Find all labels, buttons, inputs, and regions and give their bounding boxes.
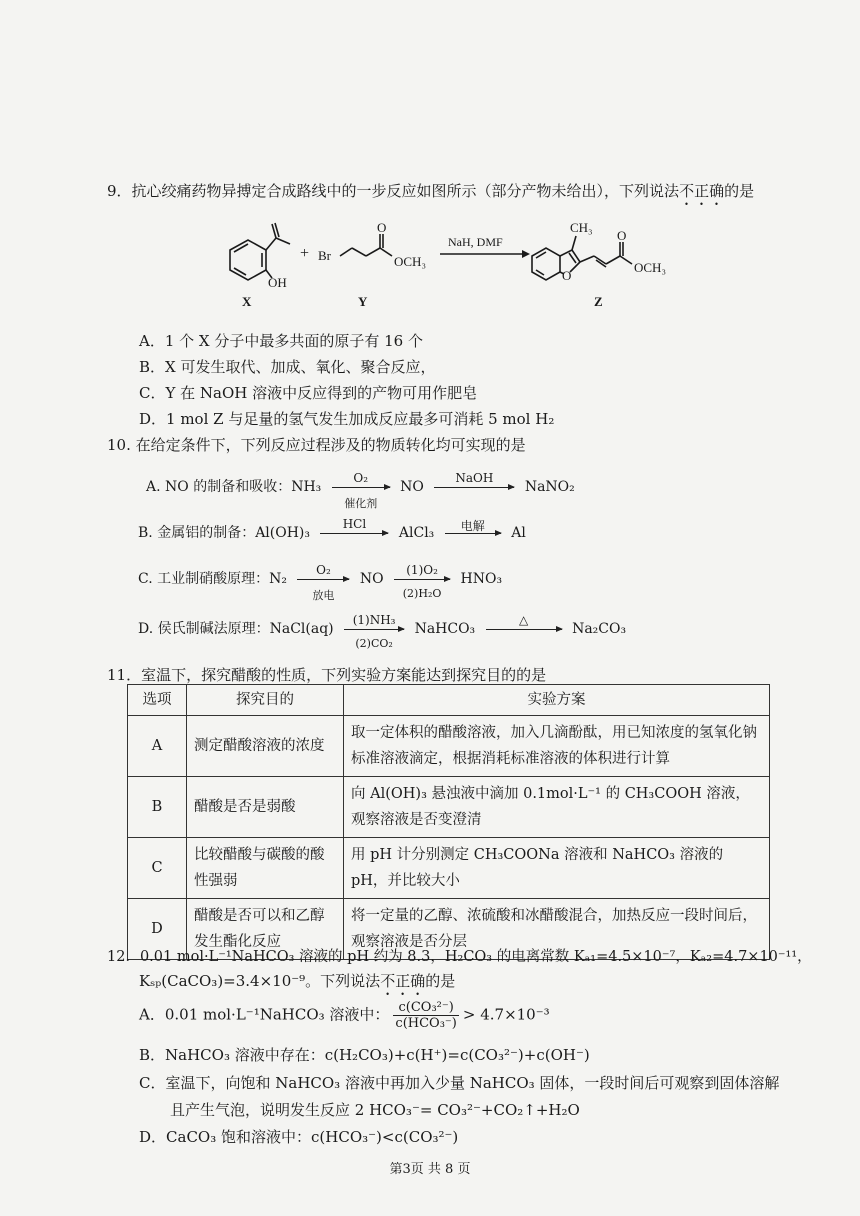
q10-option-d <box>138 612 627 650</box>
q10a-arrow-2-above: NaOH <box>455 470 494 485</box>
row-purpose: 比较醋酸与碳酸的酸性强弱 <box>187 838 344 899</box>
table-row <box>128 777 770 838</box>
header-plan: 实验方案 <box>344 685 770 716</box>
table-row <box>128 716 770 777</box>
page-footer: 第3页 共 8 页 <box>389 1162 471 1177</box>
q12-line-1: 12．0.01 mol·L⁻¹NaHCO₃ 溶液的 pH 约为 8.3，H₂CO₃ 的电离常数 Kₐ₁=4.5×10⁻⁷，Kₐ₂=4.7×10⁻¹¹， <box>107 949 812 965</box>
q12-option-b: B．NaHCO₃ 溶液中存在：c(H₂CO₃)+c(H⁺)=c(CO₃²⁻)+c(OH⁻) <box>139 1046 590 1064</box>
label-x: X <box>242 294 252 309</box>
x-oh-label: OH <box>268 275 287 290</box>
q12-option-d: D．CaCO₃ 饱和溶液中：c(HCO₃⁻)<c(CO₃²⁻) <box>139 1128 459 1146</box>
y-br-label: Br <box>318 248 331 263</box>
q10c-arrow-2 <box>394 562 450 600</box>
q10d-end: Na₂CO₃ <box>572 621 627 637</box>
q10-option-c <box>138 562 503 602</box>
header-purpose: 探究目的 <box>187 685 344 716</box>
q10c-arrow-1-below: 放电 <box>312 588 335 602</box>
q10b-arrow-1 <box>320 516 388 534</box>
q10c-mid: NO <box>359 571 384 587</box>
q9-stem-end: 的是 <box>724 182 755 200</box>
q10a-arrow-1-above: O₂ <box>353 470 369 485</box>
q9-stem <box>107 180 754 209</box>
row-plan: 取一定体积的醋酸溶液，加入几滴酚酞，用已知浓度的氢氧化钠标准溶液滴定，根据消耗标准溶液的体积进行计算 <box>344 716 770 777</box>
q10c-arrow-1-above: O₂ <box>316 562 331 577</box>
plus-sign: + <box>300 245 310 262</box>
row-purpose: 测定醋酸溶液的浓度 <box>187 716 344 777</box>
reaction-conditions: NaH, DMF <box>448 235 503 249</box>
q12-emphasis: 不正确 <box>380 972 426 990</box>
q9-stem-text: 9．抗心绞痛药物异搏定合成路线中的一步反应如图所示（部分产物未给出），下列说法 <box>107 182 680 200</box>
q9-option-c: C．Y 在 NaOH 溶液中反应得到的产物可用作肥皂 <box>139 384 478 402</box>
q10d-arrow-2-above: △ <box>519 612 529 627</box>
q11-stem: 11．室温下，探究醋酸的性质，下列实验方案能达到探究目的的是 <box>107 666 547 684</box>
row-option: C <box>128 838 187 899</box>
q10d-arrow-1 <box>344 612 404 650</box>
row-option: A <box>128 716 187 777</box>
q10c-start: C. 工业制硝酸原理：N₂ <box>138 571 287 587</box>
q12-option-c-line-1: C．室温下，向饱和 NaHCO₃ 溶液中再加入少量 NaHCO₃ 固体，一段时间后可观察到固体溶解 <box>139 1074 780 1092</box>
y-och3-label: OCH₃ <box>394 254 426 269</box>
q10-option-a <box>146 470 575 510</box>
q10a-start: A. NO 的制备和吸收：NH₃ <box>146 479 322 495</box>
q12a-denominator: c(HCO₃⁻) <box>395 1016 457 1031</box>
z-ch3-label: CH₃ <box>570 220 593 235</box>
q9-option-a: A．1 个 X 分子中最多共面的原子有 16 个 <box>139 332 423 350</box>
q10a-arrow-1-below: 催化剂 <box>344 496 378 510</box>
q12-option-a <box>139 1000 550 1031</box>
q12-line-2 <box>139 970 455 999</box>
q10a-end: NaNO₂ <box>524 479 575 495</box>
label-z: Z <box>594 294 603 309</box>
q12a-numerator: c(CO₃²⁻) <box>393 1000 458 1016</box>
y-o-label: O <box>377 220 387 235</box>
q12a-prefix: A．0.01 mol·L⁻¹NaHCO₃ 溶液中： <box>139 1005 390 1024</box>
q12a-fraction <box>393 1000 458 1031</box>
table-header-row <box>128 685 770 716</box>
q10b-start: B. 金属铝的制备：Al(OH)₃ <box>138 525 310 541</box>
z-furan-o-label: O <box>562 268 572 283</box>
row-plan: 将一定量的乙醇、浓硫酸和冰醋酸混合，加热反应一段时间后，观察溶液是否分层 <box>344 899 770 960</box>
row-option: D <box>128 899 187 960</box>
experiment-table <box>127 684 770 960</box>
x-benzene-ring <box>230 240 266 280</box>
q10b-arrow-2 <box>445 518 501 534</box>
row-option: B <box>128 777 187 838</box>
q10b-end: Al <box>511 525 526 541</box>
q10d-start: D. 侯氏制碱法原理：NaCl(aq) <box>138 621 334 637</box>
q12a-suffix: > 4.7×10⁻³ <box>462 1005 550 1024</box>
q10b-mid: AlCl₃ <box>398 525 435 541</box>
z-och3-label: OCH₃ <box>634 260 666 275</box>
row-plan: 向 Al(OH)₃ 悬浊液中滴加 0.1mol·L⁻¹ 的 CH₃COOH 溶液，观察溶液是否变澄清 <box>344 777 770 838</box>
q10d-arrow-2 <box>486 612 562 630</box>
q10b-arrow-2-above: 电解 <box>460 518 485 533</box>
q9-option-b: B．X 可发生取代、加成、氧化、聚合反应， <box>139 358 436 376</box>
q10c-arrow-2-below: (2)H₂O <box>402 586 442 600</box>
q9-stem-emphasis: 不正确 <box>679 182 725 200</box>
z-o-label: O <box>617 228 627 243</box>
q10d-arrow-1-above: (1)NH₃ <box>352 612 396 627</box>
row-purpose: 醋酸是否可以和乙醇发生酯化反应 <box>187 899 344 960</box>
header-option: 选项 <box>128 685 187 716</box>
q10c-end: HNO₃ <box>460 571 503 587</box>
q10c-arrow-2-above: (1)O₂ <box>406 562 438 577</box>
q10d-arrow-1-below: (2)CO₂ <box>355 636 393 650</box>
q10-stem: 10. 在给定条件下，下列反应过程涉及的物质转化均可实现的是 <box>107 436 526 454</box>
q10c-arrow-1 <box>297 562 349 602</box>
q10b-arrow-1-above: HCl <box>342 516 367 531</box>
q12-option-c-line-2: 且产生气泡，说明发生反应 2 HCO₃⁻= CO₃²⁻+CO₂↑+H₂O <box>170 1101 580 1119</box>
q10a-arrow-2 <box>434 470 514 488</box>
q12-line-2-end: 的是 <box>425 972 456 990</box>
q9-option-d: D．1 mol Z 与足量的氢气发生加成反应最多可消耗 5 mol H₂ <box>139 410 555 428</box>
row-purpose: 醋酸是否是弱酸 <box>187 777 344 838</box>
q10a-arrow-1 <box>332 470 390 510</box>
q10a-mid: NO <box>400 479 424 495</box>
reaction-scheme <box>200 212 700 312</box>
q10-option-b <box>138 516 526 542</box>
table-row <box>128 838 770 899</box>
q12-line-2-text: Kₛₚ(CaCO₃)=3.4×10⁻⁹。下列说法 <box>139 972 381 990</box>
row-plan: 用 pH 计分别测定 CH₃COONa 溶液和 NaHCO₃ 溶液的 pH，并比较大小 <box>344 838 770 899</box>
label-y: Y <box>358 294 368 309</box>
q10d-mid: NaHCO₃ <box>414 621 476 637</box>
